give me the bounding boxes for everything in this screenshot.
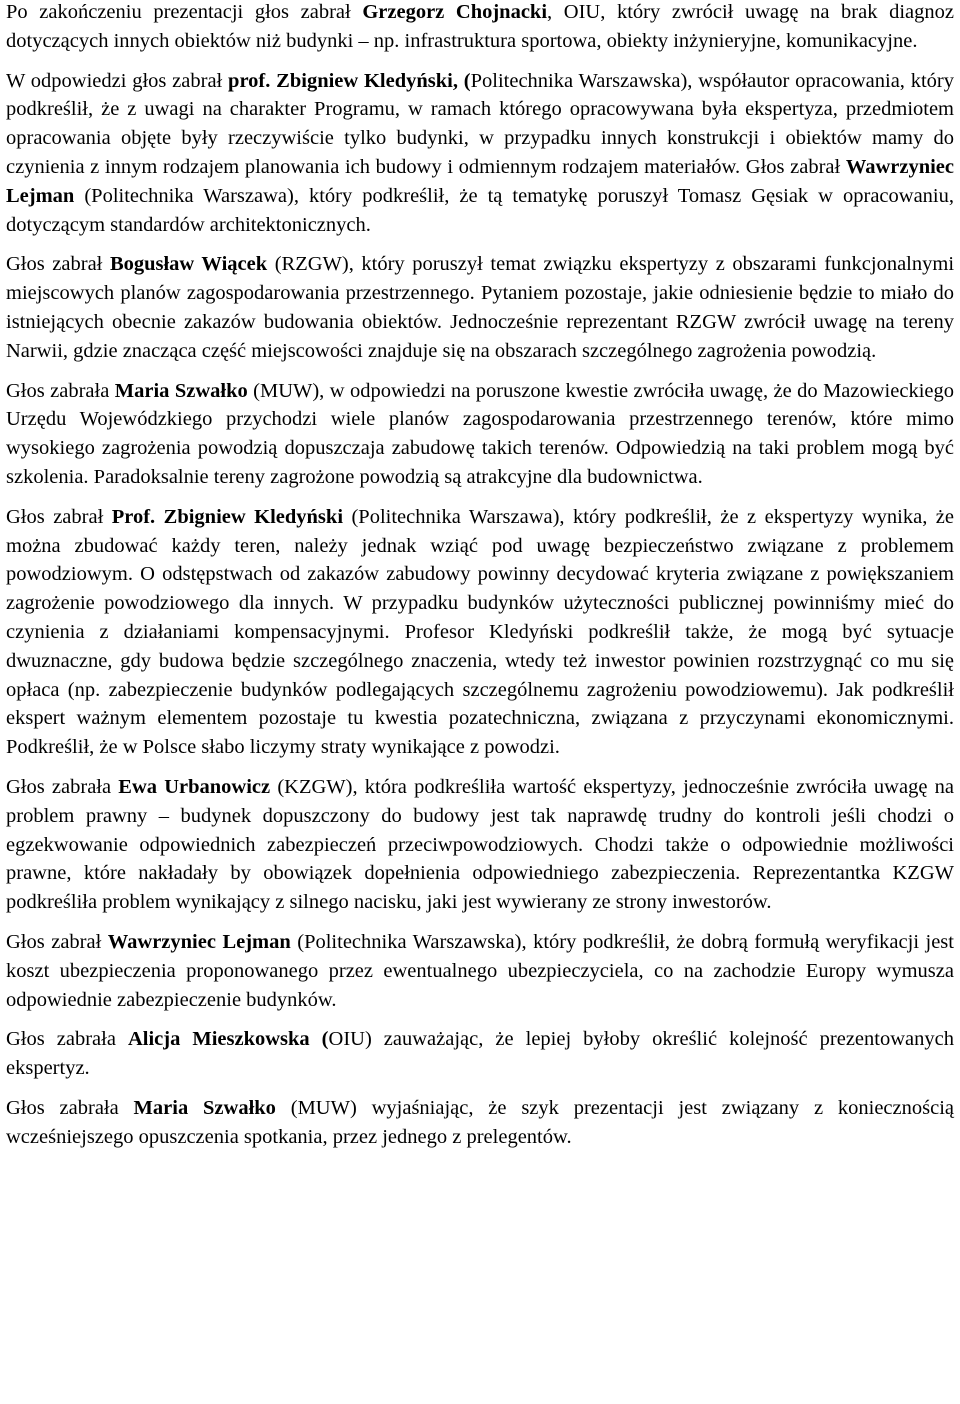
text-segment: Głos zabrała (6, 775, 119, 798)
text-segment: Głos zabrała (6, 379, 115, 402)
paragraph-chojnacki-remark (6, 0, 954, 56)
speaker-name: prof. Zbigniew Kledyński, ( (228, 69, 471, 92)
text-segment: W odpowiedzi głos zabrał (6, 69, 229, 92)
paragraph-urbanowicz-remark (6, 773, 954, 917)
text-segment: (Politechnika Warszawa), który podkreślił, że tą tematykę poruszył Tomasz Gęsiak w opracowaniu, dotyczącym standardów architektonicznych. (6, 184, 954, 236)
speaker-name: Bogusław Wiącek (109, 253, 268, 276)
text-segment: OIU) zauważając, że lepiej byłoby określić kolejność prezentowanych ekspertyz. (6, 1028, 954, 1080)
paragraph-lejman-remark (6, 928, 954, 1014)
text-segment: (MUW), w odpowiedzi na poruszone kwestie zwróciła uwagę, że do Mazowieckiego Urzędu Wojewódzkiego przychodzi wiele planów zagospodarowania przestrzennego terenów, które mimo wysokiego zagrożenia powodzią dopuszczaja zabudowę takich terenów. Odpowiedzią na taki problem mogą być szkolenia. Paradoksalnie tereny zagrożone powodzią są atrakcyjne dla budownictwa. (6, 379, 954, 488)
speaker-name: Prof. Zbigniew Kledyński (111, 505, 344, 528)
speaker-name: Ewa Urbanowicz (118, 775, 271, 798)
text-segment: Głos zabrał (6, 505, 112, 528)
speaker-name: Wawrzyniec Lejman (107, 930, 291, 953)
speaker-name: Wawrzyniec Lejman (6, 155, 954, 207)
text-segment: , OIU, który zwrócił uwagę na brak diagnoz dotyczących innych obiektów niż budynki – np. infrastruktura sportowa, obiekty inżynieryjne, komunikacyjne. (6, 1, 954, 52)
paragraph-szwalko-closing (6, 1094, 954, 1152)
speaker-name: Alicja Mieszkowska ( (127, 1028, 329, 1051)
paragraph-kledynski-response (6, 67, 954, 240)
speaker-name: Maria Szwałko (133, 1096, 276, 1119)
text-segment: Głos zabrała (6, 1096, 134, 1119)
paragraph-kledynski-second-remark (6, 503, 954, 762)
text-segment: Głos zabrała (6, 1028, 128, 1051)
speaker-name: Grzegorz Chojnacki (362, 1, 548, 23)
paragraph-szwalko-remark (6, 377, 954, 492)
text-segment: Głos zabrał (6, 253, 110, 276)
paragraph-mieszkowska-remark (6, 1025, 954, 1083)
paragraph-wiacek-remark (6, 250, 954, 365)
text-segment: (Politechnika Warszawa), który podkreślił, że z ekspertyzy wynika, że można zbudować każdy teren, należy jednak wziąć pod uwagę bezpieczeństwo związane z problemem powodziowym. O odstępstwach od zakazów zabudowy powinny decydować kryteria związane z powiększaniem zagrożenie powodziowego dla innych. W przypadku budynków użyteczności publicznej powinniśmy mieć do czynienia z działaniami kompensacyjnymi. Profesor Kledyński podkreślił także, że mogą być sytuacje dwuznaczne, gdy budowa będzie szczególnego znaczenia, wtedy też inwestor powinien rozstrzygnąć co mu się opłaca (np. zabezpieczenie budynków podlegających szczególnemu zagrożeniu powodziowemu). Jak podkreślił ekspert ważnym elementem pozostaje tu kwestia pozatechniczna, związana z przyczynami ekonomicznymi. Podkreślił, że w Polsce słabo liczymy straty wynikające z powodzi. (6, 505, 954, 759)
speaker-name: Maria Szwałko (114, 379, 248, 402)
text-segment: Głos zabrał (6, 930, 108, 953)
text-segment: Politechnika Warszawska), współautor opracowania, który podkreślił, że z uwagi na charakter Programu, w ramach którego opracowywana była ekspertyza, przedmiotem opracowania objęte były rzeczywiście tylko budynki, w przypadku innych konstrukcji i obiektów mamy do czynienia z innym rodzajem planowania ich budowy i odmiennym rodzajem materiałów. Głos zabrał (6, 69, 954, 178)
text-segment: (RZGW), który poruszył temat związku ekspertyzy z obszarami funkcjonalnymi miejscowych planów zagospodarowania przestrzennego. Pytaniem pozostaje, jakie odniesienie będzie to miało do istniejących obecnie zakazów budowania obiektów. Jednocześnie reprezentant RZGW zwrócił uwagę na tereny Narwii, gdzie znacząca część miejscowości znajduje się na obszarach szczególnego zagrożenia powodzią. (6, 253, 955, 362)
text-segment: (KZGW), która podkreśliła wartość ekspertyzy, jednocześnie zwróciła uwagę na problem prawny – budynek dopuszczony do budowy jest tak naprawdę trudny do kontroli jeśli chodzi o egzekwowanie odpowiednich zabezpieczeń przeciwpowodziowych. Chodzi także o odpowiednie możliwości prawne, które nakładały by obowiązek dopełnienia odpowiedniego zabezpieczenia. Reprezentantka KZGW podkreśliła problem wynikający z silnego nacisku, jaki jest wywierany ze strony inwestorów. (6, 775, 954, 914)
text-segment: (Politechnika Warszawska), który podkreślił, że dobrą formułą weryfikacji jest koszt ubezpieczenia proponowanego przez ewentualnego ubezpieczyciela, co na zachodzie Europy wymusza odpowiednie zabezpieczenie budynków. (6, 930, 954, 1011)
text-segment: (MUW) wyjaśniając, że szyk prezentacji jest związany z koniecznością wcześniejszego opuszczenia spotkania, przez jednego z prelegentów. (6, 1096, 954, 1148)
text-segment: Po zakończeniu prezentacji głos zabrał (6, 1, 363, 23)
